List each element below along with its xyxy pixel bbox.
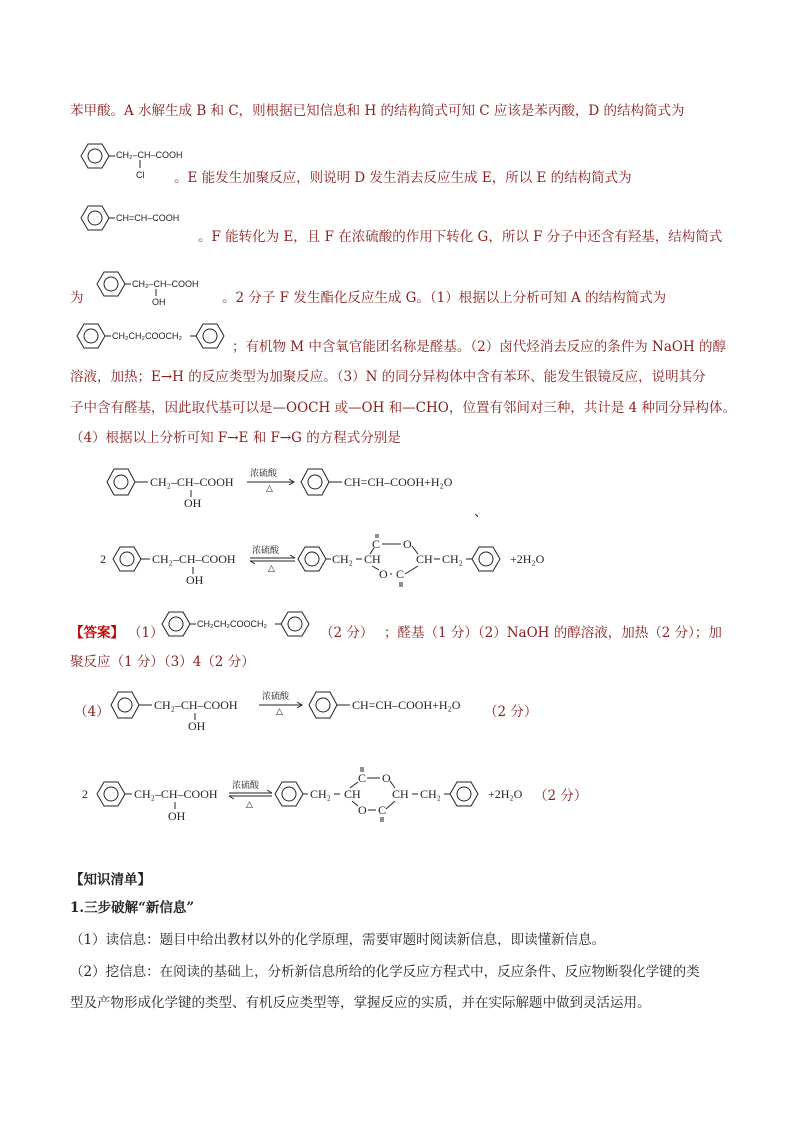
analysis-line-8: （4）根据以上分析可知 F→E 和 F→G 的方程式分别是 (70, 430, 401, 446)
svg-text:CH: CH (344, 787, 361, 801)
svg-text:CH: CH (392, 787, 409, 801)
knowledge-paragraph-2b: 型及产物形成化学键的类型、有机反应类型等，掌握反应的实质，并在实际解题中做到灵活运用。 (70, 995, 651, 1011)
svg-text:CH₂–CH–COOH: CH₂–CH–COOH (134, 787, 218, 801)
analysis-line-5: ；有机物 M 中含氧官能团名称是醛基。（2）卤代烃消去反应的条件为 NaOH 的醇 (232, 339, 727, 355)
svg-text:CH₂: CH₂ (310, 787, 331, 801)
answer-part-2: ；醛基（1 分）（2）NaOH 的醇溶液，加热（2 分）；加 (384, 625, 722, 641)
knowledge-paragraph-1: （1）读信息：题目中给出教材以外的化学原理，需要审题时阅读新信息，即读懂新信息。 (70, 932, 606, 948)
f-chain: CH₂–CH–COOH (132, 279, 199, 289)
answer-equation-f-to-e (104, 686, 504, 736)
svg-text:浓硫酸: 浓硫酸 (262, 692, 290, 702)
svg-text:浓硫酸: 浓硫酸 (250, 469, 278, 479)
svg-text:O: O (379, 567, 388, 581)
svg-text:浓硫酸: 浓硫酸 (232, 781, 260, 791)
svg-text:+2H₂O: +2H₂O (510, 552, 545, 566)
answer-tag: 【答案】 (70, 625, 124, 641)
d-chain: CH₂–CH–COOH (116, 150, 183, 160)
svg-text:CH₂–CH–COOH: CH₂–CH–COOH (152, 552, 236, 566)
structure-e (74, 198, 214, 242)
svg-text:+2H₂O: +2H₂O (488, 787, 523, 801)
analysis-line-2: 。E 能发生加聚反应，则说明 D 发生消去反应生成 E，所以 E 的结构简式为 (174, 170, 632, 186)
svg-text:OH: OH (186, 573, 204, 587)
knowledge-sub-heading: 1.三步破解“新信息” (70, 900, 195, 916)
answer-structure-a (155, 608, 325, 644)
svg-text:浓硫酸: 浓硫酸 (252, 546, 280, 556)
svg-text:CH₂: CH₂ (442, 552, 463, 566)
svg-text:OH: OH (184, 496, 202, 510)
answer-score-1: （2 分） (320, 625, 374, 641)
structure-a (70, 320, 240, 356)
knowledge-paragraph-2a: （2）挖信息：在阅读的基础上，分析新信息所给的化学反应方程式中，反应条件、反应物断裂化学键的类 (70, 964, 700, 980)
svg-text:△: △ (268, 564, 275, 574)
svg-text:CH₂: CH₂ (420, 787, 441, 801)
equation-f-to-e (100, 463, 490, 513)
svg-text:CH₂–CH–COOH: CH₂–CH–COOH (150, 475, 234, 489)
svg-text:△: △ (266, 484, 273, 494)
benzene-ring (81, 144, 109, 168)
svg-text:2: 2 (100, 552, 106, 566)
knowledge-heading: 【知识清单】 (70, 872, 151, 888)
separator-mark: 、 (474, 504, 488, 520)
analysis-line-4a: 为 (70, 290, 84, 306)
analysis-line-6: 溶液，加热；E→H 的反应类型为加聚反应。（3）N 的同分异构体中含有苯环、能发生银镜反应，说明其分 (70, 369, 706, 385)
svg-text:CH: CH (364, 552, 381, 566)
svg-text:O: O (382, 771, 391, 785)
f-sub: OH (152, 297, 166, 307)
svg-text:CH₂: CH₂ (332, 552, 353, 566)
svg-text:CH=CH–COOH+H₂O: CH=CH–COOH+H₂O (344, 475, 453, 489)
svg-text:CH: CH (416, 552, 433, 566)
e-chain: CH=CH–COOH (116, 213, 180, 223)
structure-f (90, 266, 230, 312)
d-sub: Cl (136, 170, 145, 180)
analysis-line-1: 苯甲酸。A 水解生成 B 和 C，则根据已知信息和 H 的结构简式可知 C 应该是苯丙酸，D 的结构简式为 (70, 103, 685, 119)
svg-text:CH=CH–COOH+H₂O: CH=CH–COOH+H₂O (352, 698, 461, 712)
answer-score-eq2: （2 分） (534, 788, 588, 804)
svg-text:C: C (378, 803, 387, 817)
answer-part-3: 聚反应（1 分）（3）4（2 分） (70, 654, 255, 670)
svg-text:OH: OH (168, 809, 186, 823)
analysis-line-3: 。F 能转化为 E，且 F 在浓硫酸的作用下转化 G，所以 F 分子中还含有羟基，结构简式 (198, 229, 723, 245)
a-chain: CH₂CH₂COOCH₂ (112, 331, 182, 341)
svg-text:C: C (372, 537, 381, 551)
equation-f-to-g (100, 530, 580, 590)
svg-text:O: O (358, 803, 367, 817)
svg-text:CH₂CH₂COOCH₂: CH₂CH₂COOCH₂ (197, 619, 267, 629)
answer-part-1-label: （1） (128, 625, 164, 641)
svg-text:C: C (358, 771, 367, 785)
answer-equation-f-to-g (82, 764, 582, 828)
svg-text:2: 2 (82, 787, 88, 801)
answer-part-4-label: （4） (74, 704, 110, 720)
svg-text:C: C (396, 567, 405, 581)
svg-text:△: △ (276, 707, 283, 717)
analysis-line-7: 子中含有醛基，因此取代基可以是—OOCH 或—OH 和—CHO，位置有邻间对三种，共计是 4 种同分异构体。 (70, 400, 737, 416)
answer-score-eq1: （2 分） (484, 704, 538, 720)
svg-text:△: △ (246, 800, 253, 810)
analysis-line-4b: 。2 分子 F 发生酯化反应生成 G。（1）根据以上分析可知 A 的结构简式为 (222, 290, 667, 306)
svg-text:O: O (403, 537, 412, 551)
svg-text:CH₂–CH–COOH: CH₂–CH–COOH (154, 698, 238, 712)
svg-text:OH: OH (188, 719, 206, 733)
